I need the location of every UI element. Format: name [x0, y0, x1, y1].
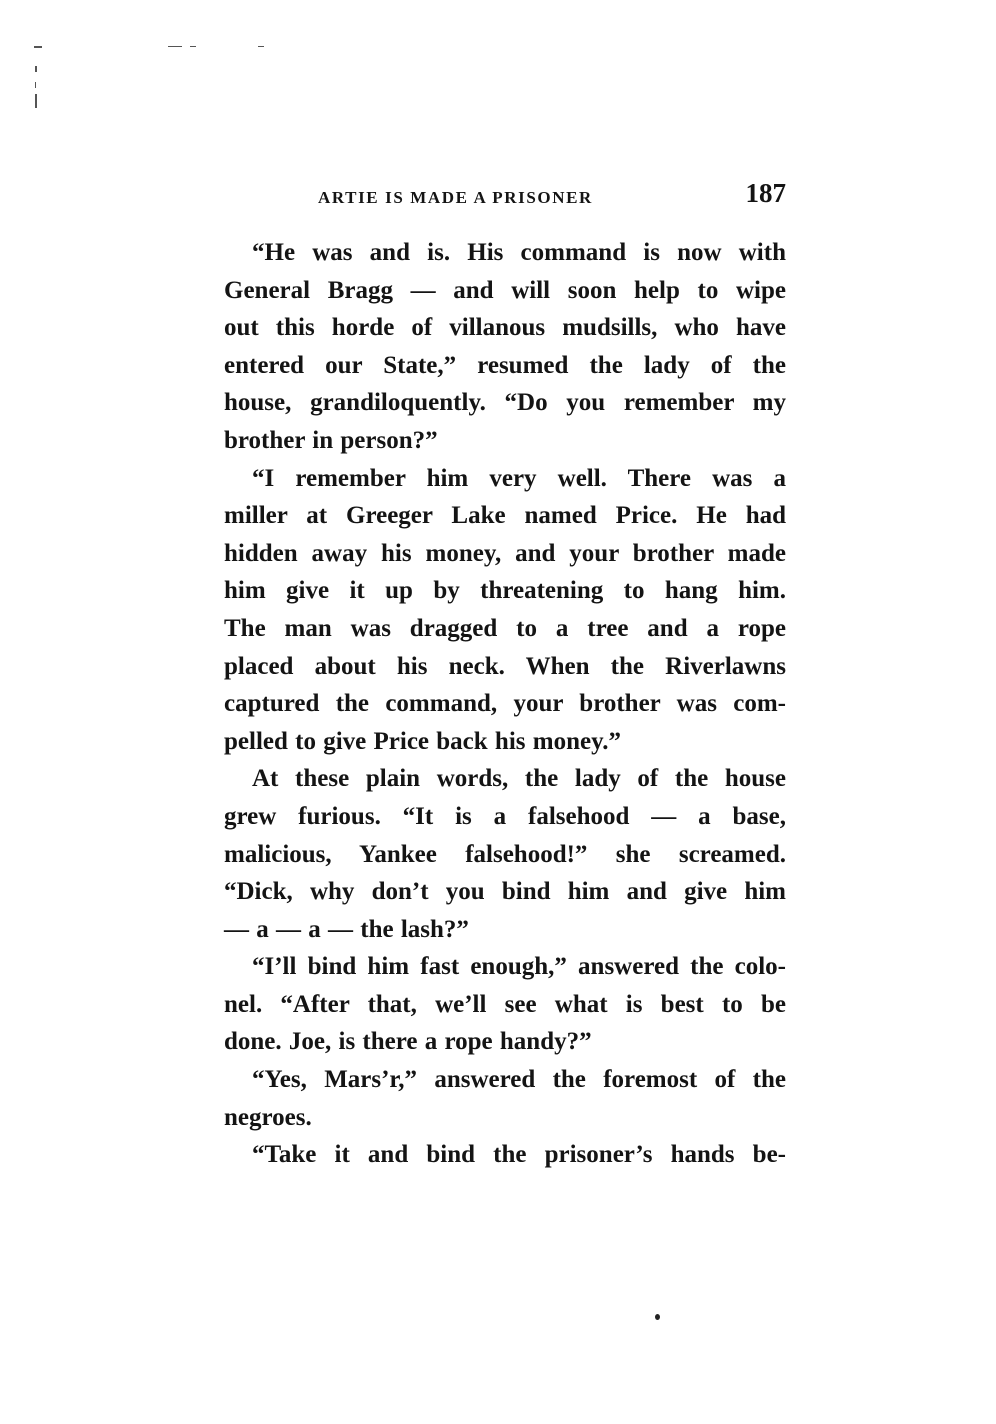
- scan-mark: [258, 46, 264, 47]
- paragraph: [196, 1136, 786, 1174]
- text-line: entered our State,” resumed the lady of the: [224, 351, 786, 379]
- text-line: placed about his neck. When the Riverlawns: [224, 652, 786, 680]
- scan-mark: [34, 46, 42, 48]
- body-text: [196, 234, 786, 1174]
- paragraph: [196, 760, 786, 948]
- text-line: “Dick, why don’t you bind him and give him: [224, 878, 786, 906]
- text-line: out this horde of villanous mudsills, who have: [224, 314, 786, 342]
- text-line: General Bragg — and will soon help to wipe: [224, 276, 786, 304]
- text-line: miller at Greeger Lake named Price. He had: [224, 502, 786, 530]
- scan-mark: [35, 66, 37, 72]
- text-line: “I remember him very well. There was a: [252, 464, 786, 492]
- page-header: [196, 178, 790, 218]
- text-line: “I’ll bind him fast enough,” answered the colo-: [252, 953, 786, 981]
- text-line: done. Joe, is there a rope handy?”: [224, 1028, 592, 1056]
- text-line: nel. “After that, we’ll see what is best to be: [224, 990, 786, 1018]
- text-line: captured the command, your brother was com-: [224, 690, 786, 718]
- text-line: malicious, Yankee falsehood!” she screamed.: [224, 840, 786, 868]
- paragraph: [196, 460, 786, 761]
- running-title: ARTIE IS MADE A PRISONER: [318, 188, 593, 207]
- text-line: brother in person?”: [224, 426, 438, 454]
- text-line: hidden away his money, and your brother made: [224, 539, 786, 567]
- text-line: — a — a — the lash?”: [224, 915, 469, 943]
- text-line: The man was dragged to a tree and a rope: [224, 614, 786, 642]
- paragraph: [196, 948, 786, 1061]
- scan-mark: [35, 94, 37, 108]
- text-line: “Yes, Mars’r,” answered the foremost of the: [252, 1066, 786, 1094]
- text-line: “Take it and bind the prisoner’s hands be-: [252, 1141, 786, 1169]
- text-line: grew furious. “It is a falsehood — a base,: [224, 802, 786, 830]
- paragraph: [196, 1061, 786, 1136]
- page-number: 187: [745, 178, 786, 208]
- ink-dot: [655, 1314, 660, 1320]
- text-line: negroes.: [224, 1103, 312, 1131]
- text-line: pelled to give Price back his money.”: [224, 727, 621, 755]
- scan-mark: [168, 46, 182, 47]
- text-line: “He was and is. His command is now with: [252, 239, 786, 266]
- scan-mark: [35, 82, 36, 88]
- paragraph: [196, 234, 786, 460]
- text-line: house, grandiloquently. “Do you remember my: [224, 389, 786, 417]
- text-line: At these plain words, the lady of the house: [252, 765, 786, 793]
- scan-mark: [190, 46, 196, 47]
- text-line: him give it up by threatening to hang him.: [224, 577, 786, 605]
